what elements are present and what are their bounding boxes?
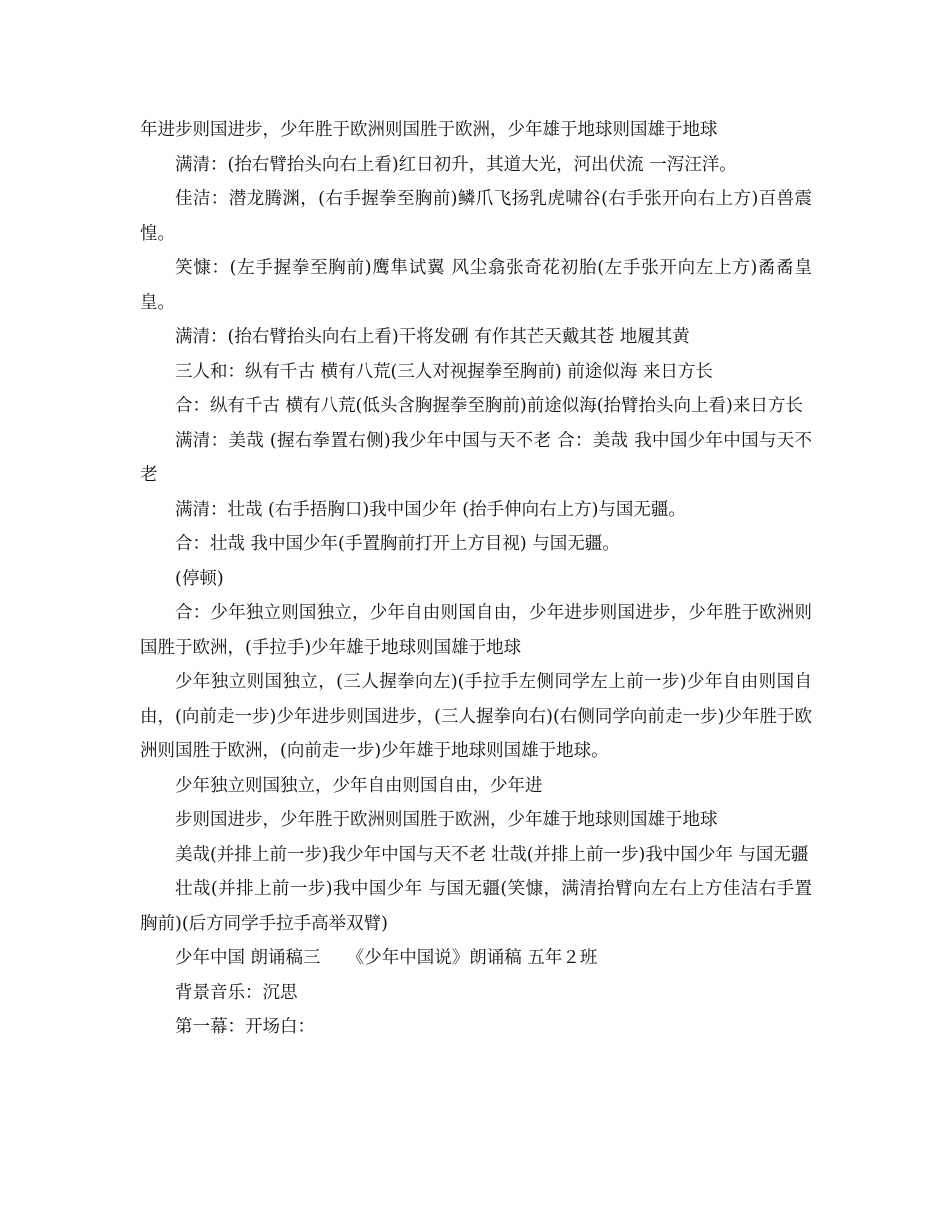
paragraph: 满清：美哉 (握右拳置右侧)我少年中国与天不老 合：美哉 我中国少年中国与天不老 <box>140 430 812 485</box>
paragraph: 壮哉(并排上前一步)我中国少年 与国无疆(笑慷，满清抬臂向左右上方佳洁右手置胸前)(后方同学手拉手高举双臂) <box>140 879 812 934</box>
paragraph: 笑慷：(左手握拳至胸前)鹰隼试翼 风尘翕张奇花初胎(左手张开向左上方)矞矞皇皇。 <box>140 258 812 313</box>
paragraph: (停顿) <box>175 568 224 589</box>
paragraph: 合：少年独立则国独立，少年自由则国自由，少年进步则国进步，少年胜于欧洲则国胜于欧洲，(手拉手)少年雄于地球则国雄于地球 <box>140 603 812 658</box>
paragraph: 满清：(抬右臂抬头向右上看)干将发硎 有作其芒天戴其苍 地履其黄 <box>175 327 690 347</box>
paragraph: 佳洁：潜龙腾渊，(右手握拳至胸前)鳞爪飞扬乳虎啸谷(右手张开向右上方)百兽震惶。 <box>140 189 812 244</box>
act-heading: 第一幕：开场白： <box>175 1017 315 1037</box>
paragraph: 满清：(抬右臂抬头向右上看)红日初升，其道大光，河出伏流 一泻汪洋。 <box>175 154 737 175</box>
section-heading: 少年中国 朗诵稿三 《少年中国说》朗诵稿 五年２班 <box>175 948 598 968</box>
paragraph-continuation: 年进步则国进步，少年胜于欧洲则国胜于欧洲，少年雄于地球则国雄于地球 <box>140 120 718 140</box>
paragraph: 美哉(并排上前一步)我少年中国与天不老 壮哉(并排上前一步)我中国少年 与国无疆 <box>175 844 809 865</box>
paragraph: 少年独立则国独立，少年自由则国自由，少年进 <box>175 775 543 796</box>
paragraph: 合：纵有千古 横有八荒(低头含胸握拳至胸前)前途似海(抬臂抬头向上看)来日方长 <box>175 396 803 416</box>
paragraph: 步则国进步，少年胜于欧洲则国胜于欧洲，少年雄于地球则国雄于地球 <box>175 810 718 830</box>
paragraph: 三人和：纵有千古 横有八荒(三人对视握拳至胸前) 前途似海 来日方长 <box>175 361 713 382</box>
background-music-line: 背景音乐：沉思 <box>175 982 298 1003</box>
document-body <box>140 113 812 1045</box>
paragraph: 合：壮哉 我中国少年(手置胸前打开上方目视) 与国无疆。 <box>175 534 620 554</box>
paragraph: 少年独立则国独立，(三人握拳向左)(手拉手左侧同学左上前一步)少年自由则国自由，(向前走一步)少年进步则国进步，(三人握拳向右)(右侧同学向前走一步)少年胜于欧洲则国胜于欧洲，(向前走一步)少年雄于地球则国雄于地球。 <box>140 672 812 761</box>
paragraph: 满清：壮哉 (右手捂胸口)我中国少年 (抬手伸向右上方)与国无疆。 <box>175 499 686 520</box>
